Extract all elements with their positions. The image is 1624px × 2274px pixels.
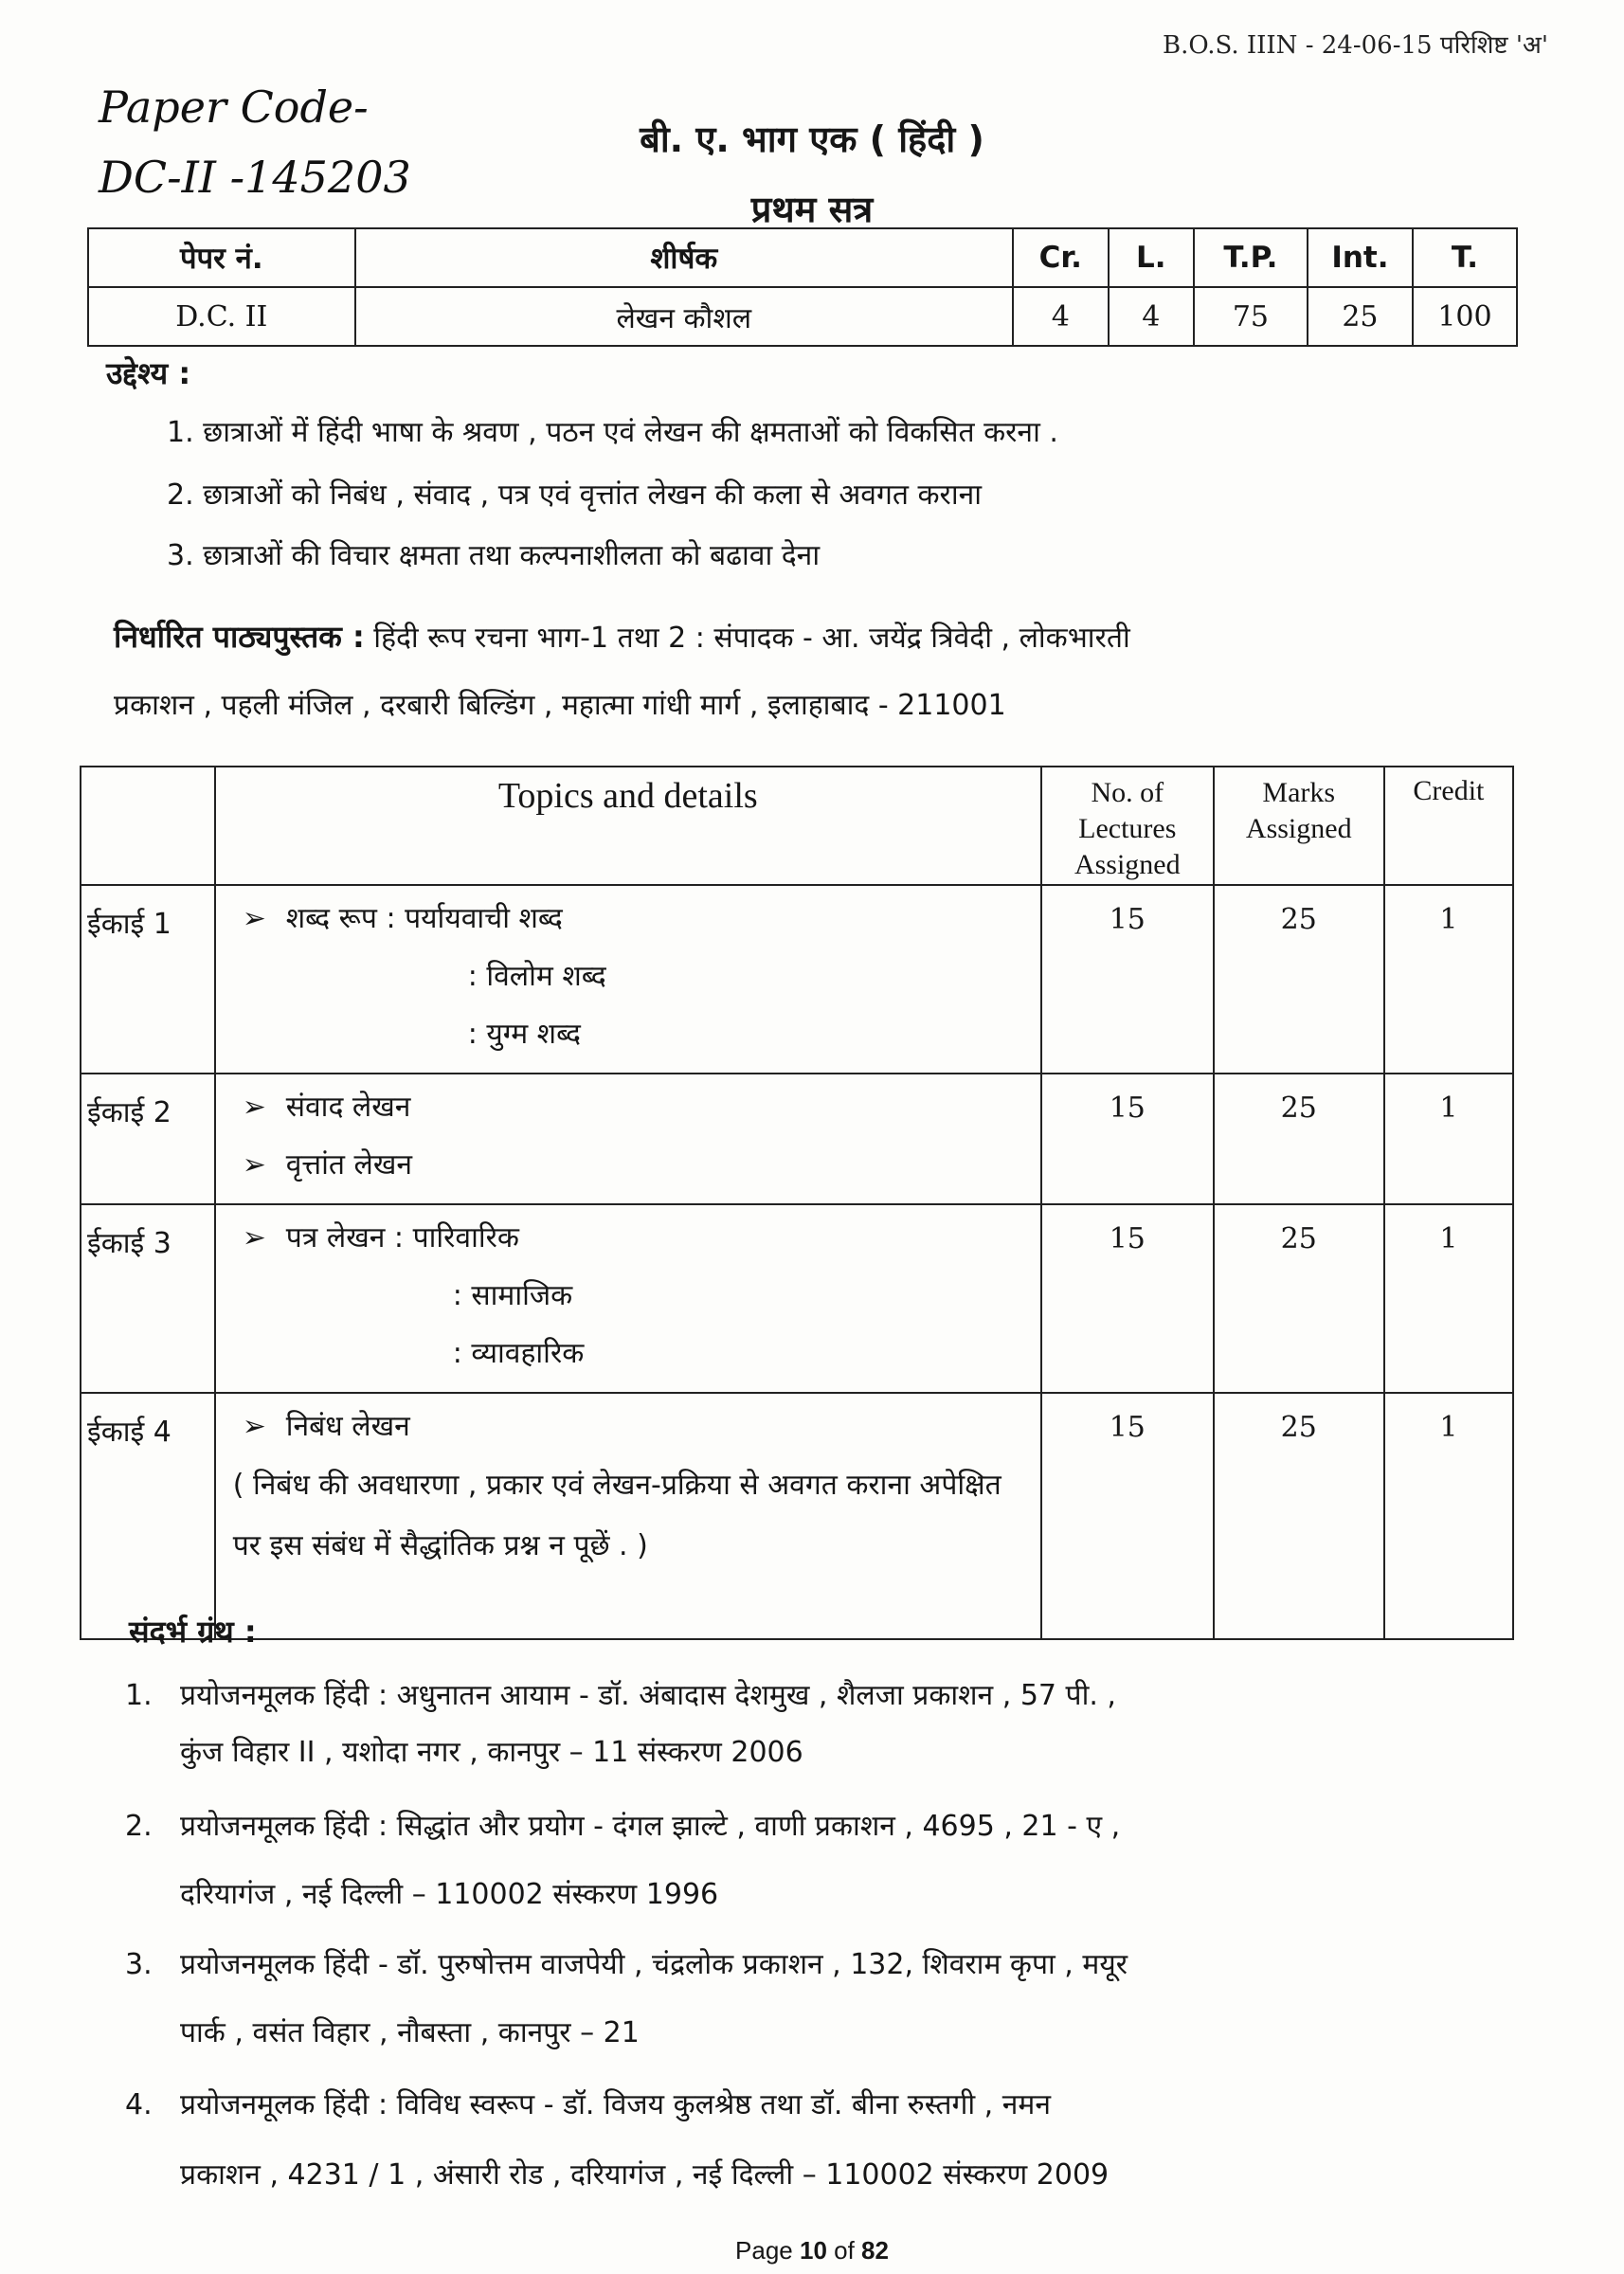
textbook-line-1 — [114, 616, 1130, 657]
tp-value: 75 — [1194, 287, 1308, 346]
credit-value: 1 — [1384, 885, 1513, 1074]
total-value: 100 — [1413, 287, 1517, 346]
lectures-value: 15 — [1041, 1074, 1214, 1204]
topic-line: ➢ संवाद लेखन — [243, 1078, 1031, 1136]
current-page: 10 — [799, 2236, 827, 2265]
units-table — [80, 766, 1514, 1640]
int-value: 25 — [1308, 287, 1413, 346]
col-marks: Marks Assigned — [1214, 767, 1384, 885]
lectures-value: 15 — [1041, 885, 1214, 1074]
arrow-bullet-icon: ➢ — [242, 1091, 266, 1124]
lectures-value: 15 — [1041, 1204, 1214, 1393]
col-credit: Credit — [1384, 767, 1513, 885]
col-paper-no: पेपर नं. — [88, 228, 355, 287]
marks-value: 25 — [1214, 1204, 1384, 1393]
paper-title: लेखन कौशल — [355, 287, 1013, 346]
total-pages: 82 — [861, 2236, 889, 2265]
reference-number: 3. — [125, 1948, 153, 1981]
topic-paragraph: ( निबंध की अवधारणा , प्रकार एवं लेखन-प्रक्रिया से अवगत कराना अपेक्षित पर इस संबंध में सैद्धांतिक प्रश्न न पूछें . ) — [232, 1469, 1001, 1562]
unit-name: ईकाई 2 — [81, 1074, 215, 1204]
topic-line: : व्यावहारिक — [452, 1337, 585, 1370]
reference-item: 2. प्रयोजनमूलक हिंदी : सिद्धांत और प्रयोग - दंगल झाल्टे , वाणी प्रकाशन , 4695 , 21 - ए , दरियागंज , नई दिल्ली – 110002 संस्करण 1996 — [125, 1798, 1120, 1923]
col-int: Int. — [1308, 228, 1413, 287]
credit-value: 1 — [1384, 1204, 1513, 1393]
textbook-label: निर्धारित पाठ्यपुस्तक : — [114, 619, 365, 655]
reference-number: 2. — [125, 1810, 153, 1843]
col-title: शीर्षक — [355, 228, 1013, 287]
references-label: संदर्भ ग्रंथ : — [129, 1614, 257, 1650]
col-credit: Cr. — [1013, 228, 1109, 287]
col-topics: Topics and details — [215, 767, 1041, 885]
marks-value: 25 — [1214, 1074, 1384, 1204]
reference-item: 4. प्रयोजनमूलक हिंदी : विविध स्वरूप - डॉ. विजय कुलश्रेष्ठ तथा डॉ. बीना रुस्तगी , नमन प्रकाशन , 4231 / 1 , अंसारी रोड , दरियागंज , नई दिल्ली – 110002 संस्करण 2009 — [125, 2077, 1109, 2204]
topic-line: ➢ शब्द रूप : पर्यायवाची शब्द — [243, 890, 1031, 948]
lectures-value: 4 — [1109, 287, 1194, 346]
col-lectures: L. — [1109, 228, 1194, 287]
topic-line: : विलोम शब्द — [467, 960, 606, 993]
unit-topics — [215, 1393, 1041, 1639]
table-row — [88, 287, 1517, 346]
objectives-label: उद्देश्य : — [106, 355, 191, 391]
unit-topics — [215, 1074, 1041, 1204]
arrow-bullet-icon: ➢ — [242, 1148, 266, 1182]
table-row — [81, 1204, 1513, 1393]
arrow-bullet-icon: ➢ — [242, 1221, 266, 1254]
arrow-bullet-icon: ➢ — [242, 902, 266, 935]
textbook-text: हिंदी रूप रचना भाग-1 तथा 2 : संपादक - आ. जयेंद्र त्रिवेदी , लोकभारती — [373, 622, 1130, 655]
reference-item: 3. प्रयोजनमूलक हिंदी - डॉ. पुरुषोत्तम वाजपेयी , चंद्रलोक प्रकाशन , 132, शिवराम कृपा , मयूर पार्क , वसंत विहार , नौबस्ता , कानपुर – 21 — [125, 1937, 1128, 2062]
table-row — [81, 885, 1513, 1074]
reference-item: 1. प्रयोजनमूलक हिंदी : अधुनातन आयाम - डॉ. अंबादास देशमुख , शैलजा प्रकाशन , 57 पी. , कुंज विहार II , यशोदा नगर , कानपुर – 11 संस्करण 2006 — [125, 1668, 1116, 1781]
table-row — [81, 1074, 1513, 1204]
credit-value: 4 — [1013, 287, 1109, 346]
paper-info-table — [87, 227, 1518, 347]
bos-reference: B.O.S. IIIN - 24-06-15 परिशिष्ट 'अ' — [1163, 31, 1548, 60]
unit-name: ईकाई 3 — [81, 1204, 215, 1393]
semester-title: प्रथम सत्र — [750, 189, 874, 230]
marks-value: 25 — [1214, 1393, 1384, 1639]
objective-item: 2. छात्राओं को निबंध , संवाद , पत्र एवं वृत्तांत लेखन की कला से अवगत कराना — [167, 478, 983, 512]
reference-number: 1. — [125, 1679, 153, 1712]
col-unit — [81, 767, 215, 885]
topic-line: : सामाजिक — [452, 1279, 573, 1312]
objective-item: 1. छात्राओं में हिंदी भाषा के श्रवण , पठन एवं लेखन की क्षमताओं को विकसित करना . — [167, 416, 1058, 449]
unit-name: ईकाई 1 — [81, 885, 215, 1074]
topic-line: : युग्म शब्द — [467, 1018, 581, 1051]
table-row — [81, 1393, 1513, 1639]
arrow-bullet-icon: ➢ — [242, 1410, 266, 1443]
topic-line: ➢ निबंध लेखन — [233, 1398, 1025, 1455]
topic-line: ➢ पत्र लेखन : पारिवारिक — [243, 1209, 1031, 1267]
marks-value: 25 — [1214, 885, 1384, 1074]
col-lectures: No. of Lectures Assigned — [1041, 767, 1214, 885]
lectures-value: 15 — [1041, 1393, 1214, 1639]
paper-code-value: DC-II -145203 — [99, 152, 411, 203]
paper-code-label: Paper Code- — [99, 81, 369, 133]
credit-value: 1 — [1384, 1074, 1513, 1204]
paper-no: D.C. II — [88, 287, 355, 346]
objective-item: 3. छात्राओं की विचार क्षमता तथा कल्पनाशीलता को बढावा देना — [167, 539, 821, 572]
credit-value: 1 — [1384, 1393, 1513, 1639]
unit-topics — [215, 1204, 1041, 1393]
col-total: T. — [1413, 228, 1517, 287]
col-tp: T.P. — [1194, 228, 1308, 287]
page-number: Page 10 of 82 — [735, 2236, 889, 2265]
topic-line: ➢ वृत्तांत लेखन — [243, 1136, 1031, 1194]
unit-name: ईकाई 4 — [81, 1393, 215, 1639]
textbook-line-2: प्रकाशन , पहली मंजिल , दरबारी बिल्डिंग , महात्मा गांधी मार्ग , इलाहाबाद - 211001 — [114, 689, 1006, 722]
course-title: बी. ए. भाग एक ( हिंदी ) — [640, 118, 984, 160]
reference-number: 4. — [125, 2088, 153, 2121]
unit-topics — [215, 885, 1041, 1074]
